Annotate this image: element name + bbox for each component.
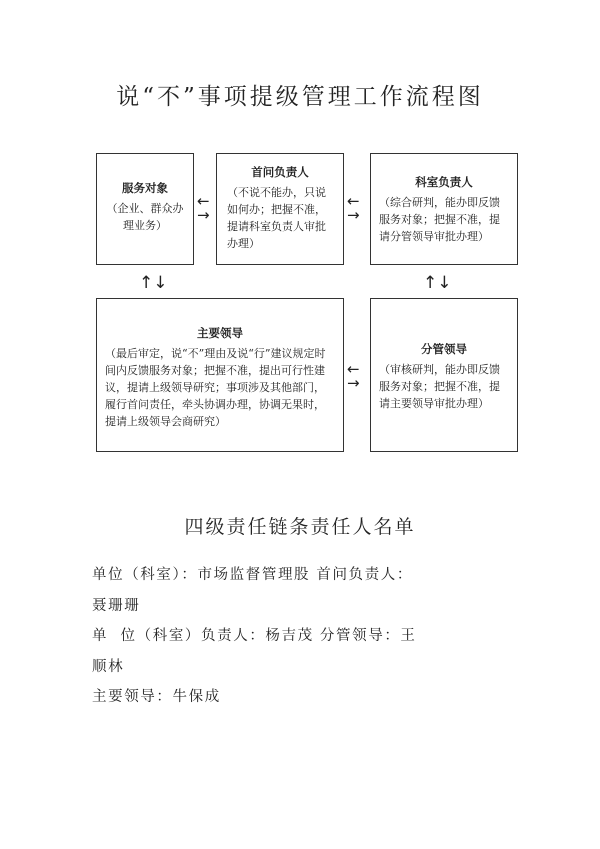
arrow-left-icon: ←: [347, 192, 360, 210]
section-head-text: （综合研判，能办即反馈服务对象；把握不准，提请分管领导审批办理）: [379, 196, 500, 243]
service-object-box: [96, 153, 194, 265]
list-line: 主要领导：牛保成: [92, 689, 221, 705]
list-title: 四级责任链条责任人名单: [184, 516, 416, 538]
arrow-left-icon: ←: [347, 360, 360, 378]
main-leader-heading: 主要领导: [197, 326, 243, 340]
arrow-left-icon: ←: [197, 192, 210, 210]
arrow-updown-icon: ↑↓: [423, 273, 452, 293]
section-head-heading: 科室负责人: [415, 175, 473, 189]
list-line: 顺林: [92, 659, 125, 675]
main-leader-box: [96, 298, 344, 452]
page-title: 说“不”事项提级管理工作流程图: [116, 84, 484, 110]
first-responder-text: （不说不能办，只说如何办；把握不准，提请科室负责人审批办理）: [227, 186, 326, 250]
first-responder-box: [216, 153, 344, 265]
arrow-right-icon: →: [197, 206, 210, 224]
section-head-box: [370, 153, 518, 265]
branch-leader-box: [370, 298, 518, 452]
arrow-right-icon: →: [347, 374, 360, 392]
branch-leader-heading: 分管领导: [421, 342, 467, 356]
first-responder-heading: 首问负责人: [251, 165, 309, 179]
arrow-updown-icon: ↑↓: [139, 273, 168, 293]
branch-leader-text: （审核研判，能办即反馈服务对象；把握不准，提请主要领导审批办理）: [379, 363, 500, 410]
list-line: 聂珊珊: [92, 598, 141, 614]
list-line: 单 位（科室）负责人：杨吉茂 分管领导：王: [92, 628, 417, 644]
main-leader-text: （最后审定，说“不”理由及说“行”建议规定时间内反馈服务对象；把握不准，提出可行性建议，提请上级领导研究；事项涉及其他部门，履行首问责任，牵头协调办理，协调无果时，提请上级领导会商研究）: [105, 347, 326, 428]
service-object-heading: 服务对象: [122, 181, 168, 195]
service-object-text: （企业、群众办理业务）: [106, 202, 184, 232]
arrow-right-icon: →: [347, 206, 360, 224]
list-line: 单位（科室）：市场监督管理股 首问负责人：: [92, 567, 413, 583]
